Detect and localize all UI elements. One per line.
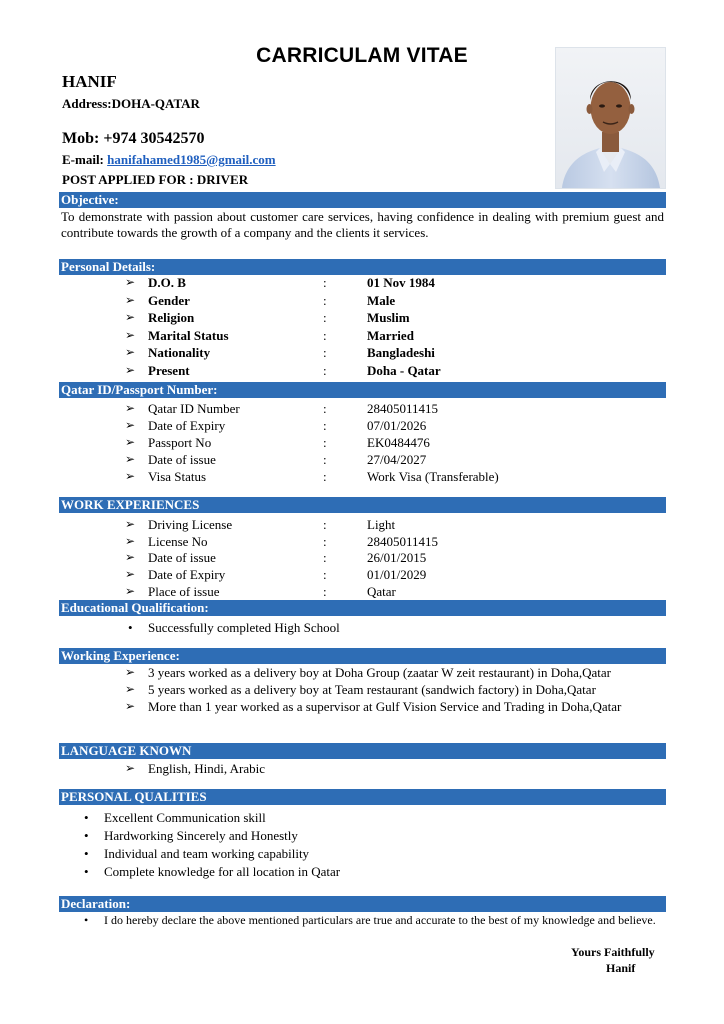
arrow-bullet-icon: ➢ <box>125 517 136 531</box>
table-row <box>0 468 724 485</box>
field-value: 28405011415 <box>367 534 439 549</box>
field-label: D.O. B <box>148 275 186 290</box>
field-value: 26/01/2015 <box>367 550 427 565</box>
arrow-bullet-icon: ➢ <box>125 401 136 415</box>
document-title: CARRICULAM VITAE <box>256 44 468 67</box>
table-row <box>0 362 724 379</box>
list-item <box>0 760 724 777</box>
quality-text: Individual and team working capability <box>104 846 310 861</box>
arrow-bullet-icon: ➢ <box>125 699 136 713</box>
quality-text: Excellent Communication skill <box>104 810 266 825</box>
education-item-text: Successfully completed High School <box>148 620 340 635</box>
table-row <box>0 434 724 451</box>
table-row <box>0 292 724 309</box>
closing-text: Yours Faithfully <box>571 945 655 959</box>
section-work-heading: WORK EXPERIENCES <box>59 497 666 513</box>
field-value: Muslim <box>367 310 410 325</box>
table-row <box>0 516 724 533</box>
colon-separator: : <box>323 418 327 433</box>
table-row <box>0 533 724 550</box>
dot-bullet-icon: • <box>128 620 133 635</box>
table-row <box>0 327 724 344</box>
arrow-bullet-icon: ➢ <box>125 310 136 324</box>
field-label: Marital Status <box>148 328 229 343</box>
section-passport-heading: Qatar ID/Passport Number: <box>59 382 666 398</box>
field-label: Driving License <box>148 517 233 532</box>
candidate-address: Address:DOHA-QATAR <box>62 96 200 111</box>
field-value: EK0484476 <box>367 435 430 450</box>
field-value: Male <box>367 293 396 308</box>
field-label: Qatar ID Number <box>148 401 240 416</box>
dot-bullet-icon: • <box>84 913 89 927</box>
arrow-bullet-icon: ➢ <box>125 452 136 466</box>
experience-item: 5 years worked as a delivery boy at Team restaurant (sandwich factory) in Doha,Qatar <box>148 682 596 697</box>
field-label: Visa Status <box>148 469 207 484</box>
arrow-bullet-icon: ➢ <box>125 345 136 359</box>
table-row <box>0 583 724 600</box>
table-row <box>0 549 724 566</box>
arrow-bullet-icon: ➢ <box>125 435 136 449</box>
colon-separator: : <box>323 550 327 565</box>
arrow-bullet-icon: ➢ <box>125 293 136 307</box>
field-label: Date of Expiry <box>148 418 226 433</box>
field-value: 28405011415 <box>367 401 439 416</box>
experience-item: 3 years worked as a delivery boy at Doha Group (zaatar W zeit restaurant) in Doha,Qatar <box>148 665 611 680</box>
arrow-bullet-icon: ➢ <box>125 328 136 342</box>
arrow-bullet-icon: ➢ <box>125 584 136 598</box>
dot-bullet-icon: • <box>84 846 89 861</box>
table-row <box>0 400 724 417</box>
arrow-bullet-icon: ➢ <box>125 567 136 581</box>
section-declaration-heading: Declaration: <box>59 896 666 912</box>
dot-bullet-icon: • <box>84 810 89 825</box>
section-qualities-heading: PERSONAL QUALITIES <box>59 789 666 805</box>
section-education-heading: Educational Qualification: <box>59 600 666 616</box>
objective-text: To demonstrate with passion about customer care services, having confidence in dealing with premium guest and contribute towards the growth of a company and the clients it services. <box>61 209 664 240</box>
section-objective-heading: Objective: <box>59 192 666 208</box>
quality-text: Complete knowledge for all location in Qatar <box>104 864 341 879</box>
field-label: Gender <box>148 293 190 308</box>
table-row <box>0 451 724 468</box>
section-personal-heading: Personal Details: <box>59 259 666 275</box>
colon-separator: : <box>323 328 327 343</box>
field-value: Bangladeshi <box>367 345 435 360</box>
field-value: Doha - Qatar <box>367 363 441 378</box>
colon-separator: : <box>323 452 327 467</box>
field-label: Present <box>148 363 190 378</box>
field-label: Passport No <box>148 435 212 450</box>
section-working-experience-heading: Working Experience: <box>59 648 666 664</box>
colon-separator: : <box>323 567 327 582</box>
table-row <box>0 274 724 291</box>
field-value: 27/04/2027 <box>367 452 427 467</box>
field-value: 01 Nov 1984 <box>367 275 435 290</box>
field-value: Light <box>367 517 396 532</box>
candidate-mobile: Mob: +974 30542570 <box>62 130 205 147</box>
field-label: Nationality <box>148 345 211 360</box>
field-label: License No <box>148 534 208 549</box>
arrow-bullet-icon: ➢ <box>125 469 136 483</box>
arrow-bullet-icon: ➢ <box>125 275 136 289</box>
field-value: 01/01/2029 <box>367 567 427 582</box>
dot-bullet-icon: • <box>84 864 89 879</box>
colon-separator: : <box>323 584 327 599</box>
field-value: Qatar <box>367 584 396 599</box>
colon-separator: : <box>323 275 327 290</box>
table-row <box>0 344 724 361</box>
table-row <box>0 309 724 326</box>
arrow-bullet-icon: ➢ <box>125 761 136 775</box>
signature-name: Hanif <box>606 961 636 975</box>
email-label: E-mail: <box>62 152 108 167</box>
quality-text: Hardworking Sincerely and Honestly <box>104 828 298 843</box>
field-label: Religion <box>148 310 195 325</box>
field-value: Work Visa (Transferable) <box>367 469 499 484</box>
field-label: Date of issue <box>148 550 216 565</box>
post-applied: POST APPLIED FOR : DRIVER <box>62 172 249 187</box>
arrow-bullet-icon: ➢ <box>125 550 136 564</box>
colon-separator: : <box>323 469 327 484</box>
language-text: English, Hindi, Arabic <box>148 761 265 776</box>
field-label: Date of issue <box>148 452 216 467</box>
colon-separator: : <box>323 363 327 378</box>
email-link[interactable]: hanifahamed1985@gmail.com <box>107 152 276 167</box>
field-label: Date of Expiry <box>148 567 226 582</box>
table-row <box>0 417 724 434</box>
colon-separator: : <box>323 517 327 532</box>
arrow-bullet-icon: ➢ <box>125 363 136 377</box>
section-language-heading: LANGUAGE KNOWN <box>59 743 666 759</box>
candidate-email <box>62 152 276 168</box>
field-value: 07/01/2026 <box>367 418 427 433</box>
colon-separator: : <box>323 435 327 450</box>
experience-item: More than 1 year worked as a supervisor at Gulf Vision Service and Trading in Doha,Qatar <box>148 699 622 714</box>
arrow-bullet-icon: ➢ <box>125 418 136 432</box>
field-label: Place of issue <box>148 584 220 599</box>
declaration-text: I do hereby declare the above mentioned particulars are true and accurate to the best of my knowledge and believe. <box>104 913 656 927</box>
arrow-bullet-icon: ➢ <box>125 665 136 679</box>
table-row <box>0 566 724 583</box>
arrow-bullet-icon: ➢ <box>125 534 136 548</box>
colon-separator: : <box>323 310 327 325</box>
field-value: Married <box>367 328 414 343</box>
profile-photo <box>555 47 666 189</box>
arrow-bullet-icon: ➢ <box>125 682 136 696</box>
colon-separator: : <box>323 345 327 360</box>
colon-separator: : <box>323 401 327 416</box>
colon-separator: : <box>323 534 327 549</box>
candidate-name: HANIF <box>62 72 117 91</box>
dot-bullet-icon: • <box>84 828 89 843</box>
colon-separator: : <box>323 293 327 308</box>
